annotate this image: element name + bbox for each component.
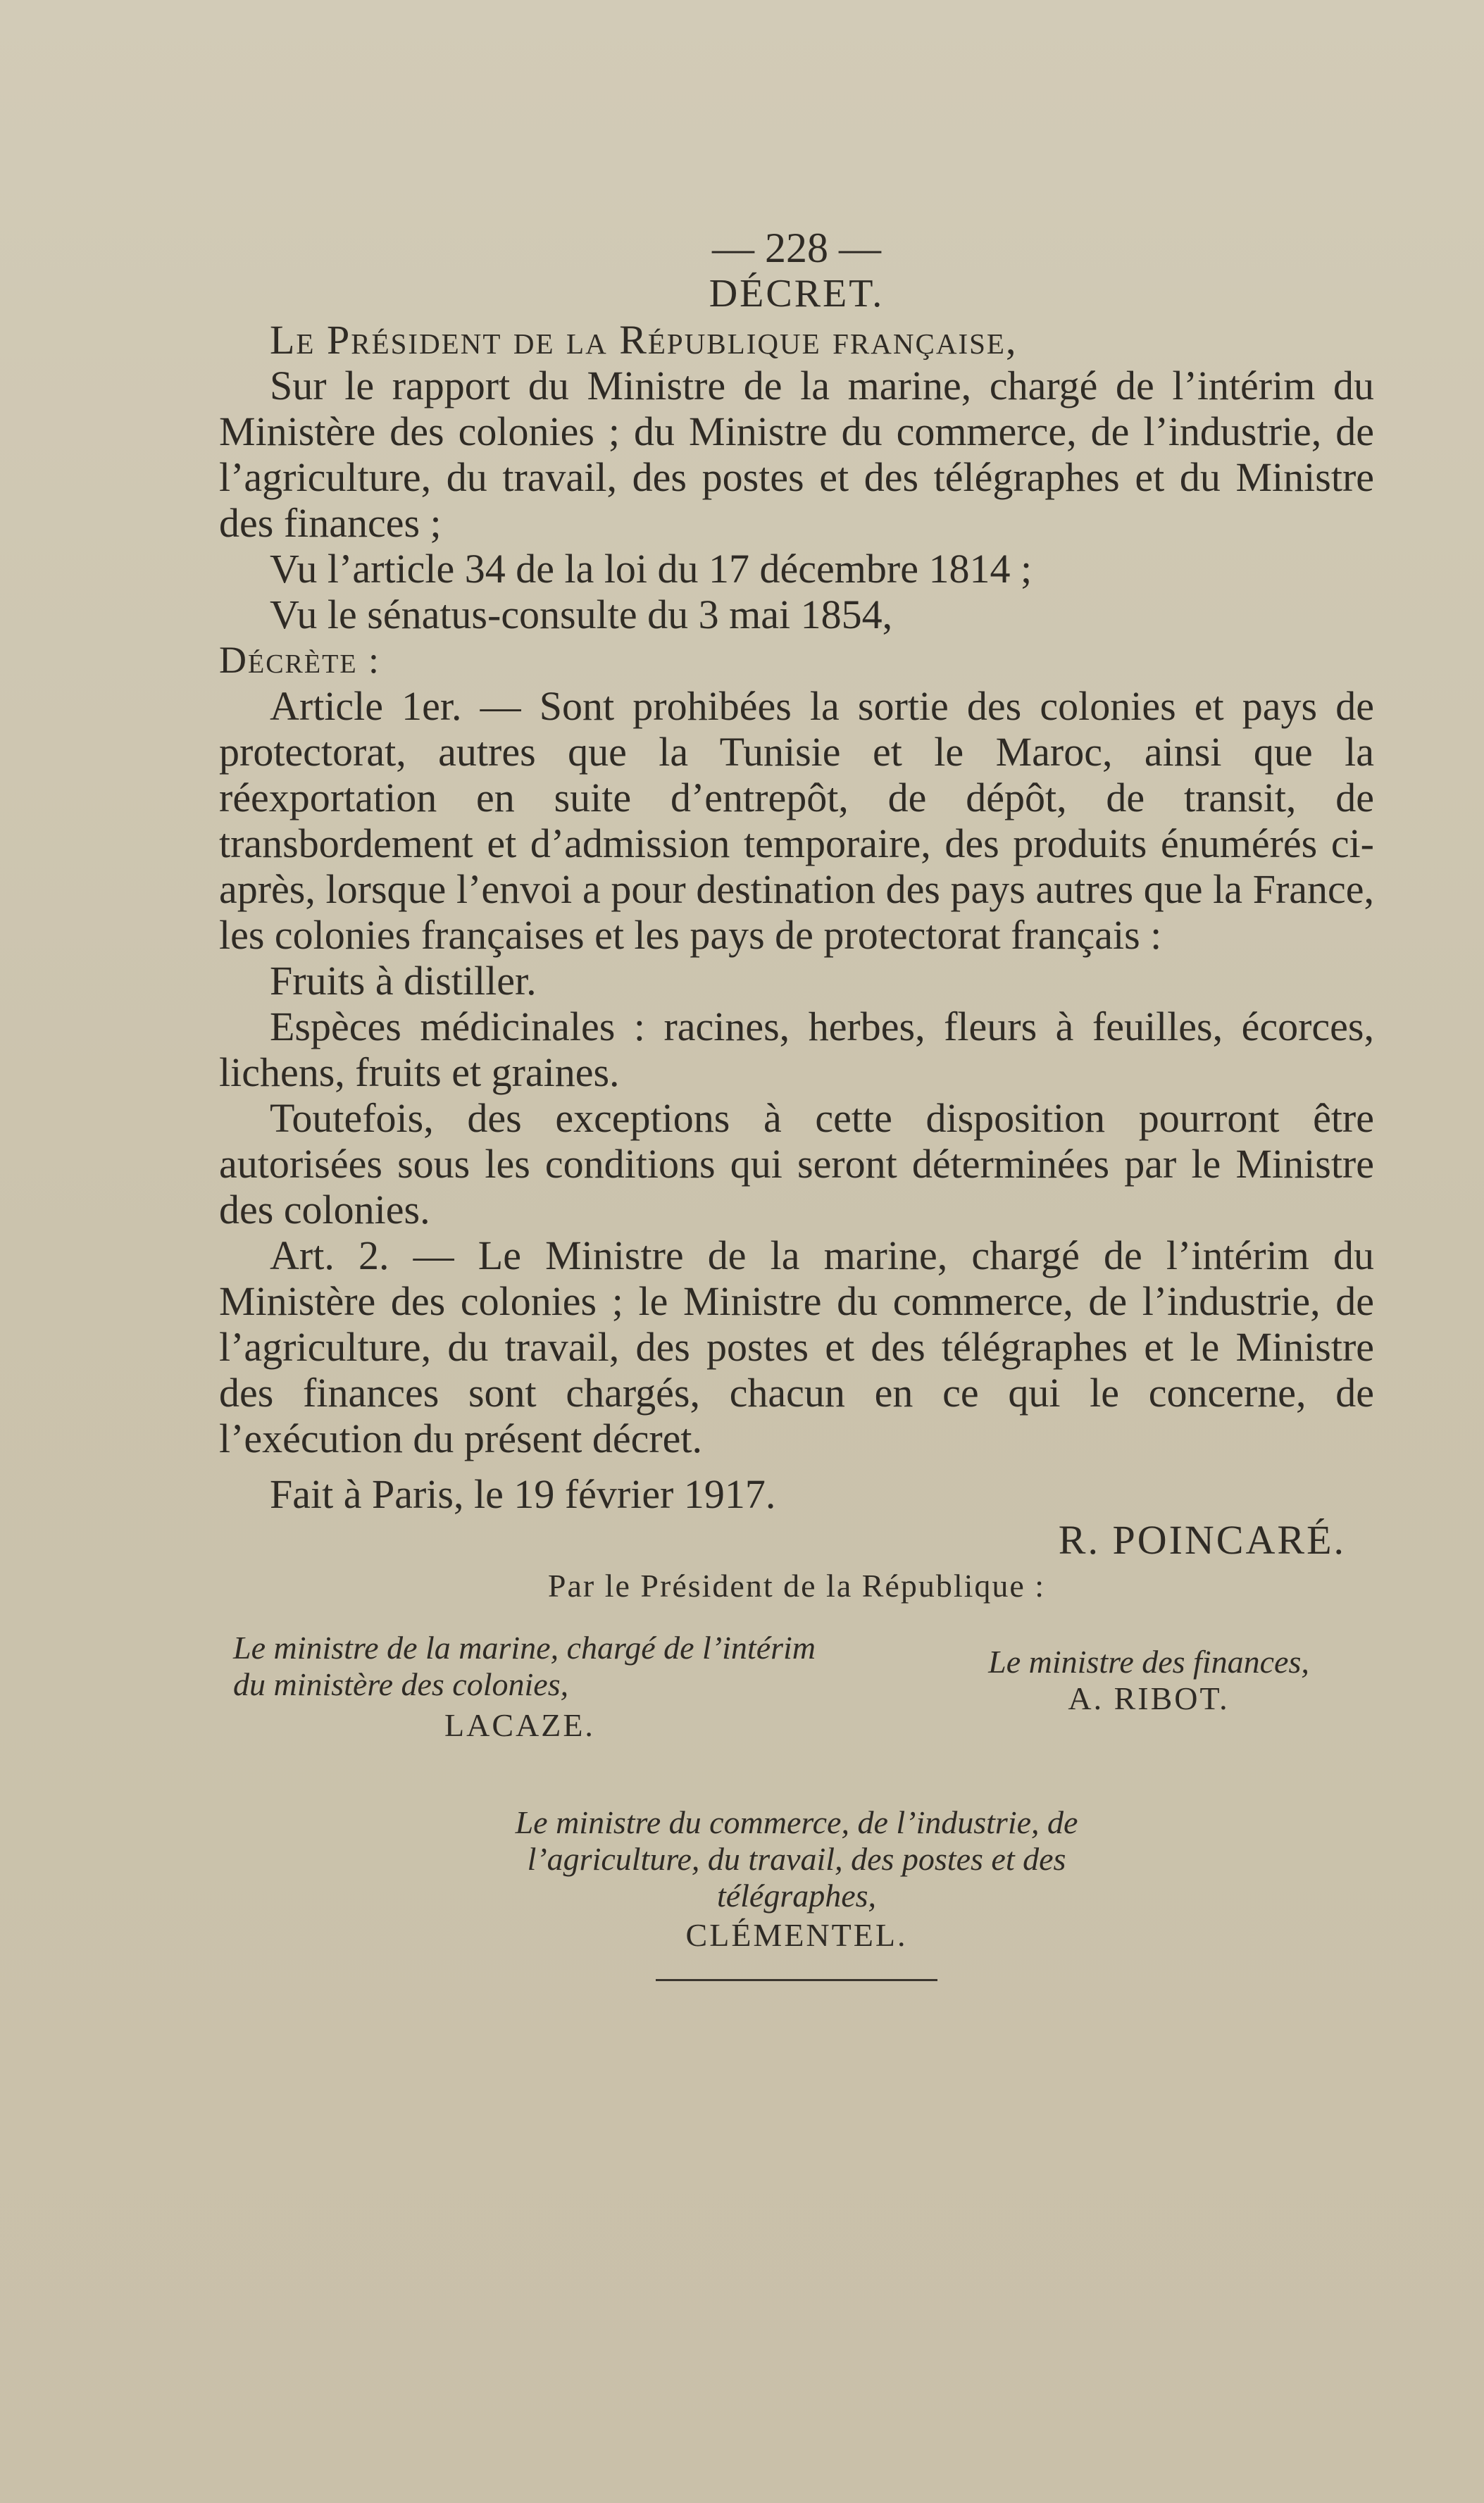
decrete-heading: Décrète : xyxy=(219,639,381,681)
signature-ribot-name: A. RIBOT. xyxy=(1068,1680,1230,1716)
exception-paragraph: Toutefois, des exceptions à cette disposition pourront être autorisées sous les conditions qui seront déterminées par le Ministre des colonies. xyxy=(219,1095,1374,1232)
page-number: — 228 — xyxy=(712,225,881,271)
decree-title: DÉCRET. xyxy=(709,272,885,316)
president-line: Le Président de la République française, xyxy=(270,317,1018,363)
signature-lacaze-title: Le ministre de la marine, chargé de l’intérim du ministère des colonies, xyxy=(233,1630,816,1702)
signature-ribot xyxy=(923,1644,1374,1717)
signature-clementel-title: Le ministre du commerce, de l’industrie, de l’agriculture, du travail, des postes et des télégraphes, xyxy=(515,1804,1078,1914)
signature-clementel xyxy=(494,1804,1099,1954)
closing-rule xyxy=(656,1979,937,1981)
document-body xyxy=(219,225,1374,1981)
visa-loi: Vu l’article 34 de la loi du 17 décembre 1814 ; xyxy=(270,546,1033,592)
product-fruits: Fruits à distiller. xyxy=(270,958,537,1004)
signature-clementel-name: CLÉMENTEL. xyxy=(685,1917,908,1953)
product-especes: Espèces médicinales : racines, herbes, fleurs à feuilles, écorces, lichens, fruits et graines. xyxy=(219,1004,1374,1095)
par-le-president: Par le Président de la République : xyxy=(547,1568,1046,1604)
visa-rapport: Sur le rapport du Ministre de la marine, chargé de l’intérim du Ministère des colonies ; du Ministre du commerce, de l’industrie, de l’agriculture, du travail, des postes et des télégraphes et du Ministre des finances ; xyxy=(219,363,1374,546)
signature-ribot-title: Le ministre des finances, xyxy=(988,1644,1309,1680)
signature-lacaze-name: LACAZE. xyxy=(444,1707,595,1743)
signatures-row xyxy=(219,1630,1374,1792)
signature-lacaze xyxy=(233,1630,839,1744)
fait-a-paris: Fait à Paris, le 19 février 1917. xyxy=(270,1471,776,1517)
article-2: Art. 2. — Le Ministre de la marine, chargé de l’intérim du Ministère des colonies ; le Ministre du commerce, de l’industrie, de l’agriculture, du travail, des postes et des télégraphes et le Ministre des finances sont chargés, chacun en ce qui le concerne, de l’exécution du présent décret. xyxy=(219,1232,1374,1461)
visa-senatus-consulte: Vu le sénatus-consulte du 3 mai 1854, xyxy=(270,592,893,637)
article-1: Article 1er. — Sont prohibées la sortie des colonies et pays de protectorat, autres que la Tunisie et le Maroc, ainsi que la réexportation en suite d’entrepôt, de dépôt, de transit, de transbordement et d’admission temporaire, des produits énumérés ci-après, lorsque l’envoi a pour destination des pays autres que la France, les colonies françaises et les pays de protectorat français : xyxy=(219,683,1374,958)
signer-poincare: R. POINCARÉ. xyxy=(1058,1517,1346,1563)
